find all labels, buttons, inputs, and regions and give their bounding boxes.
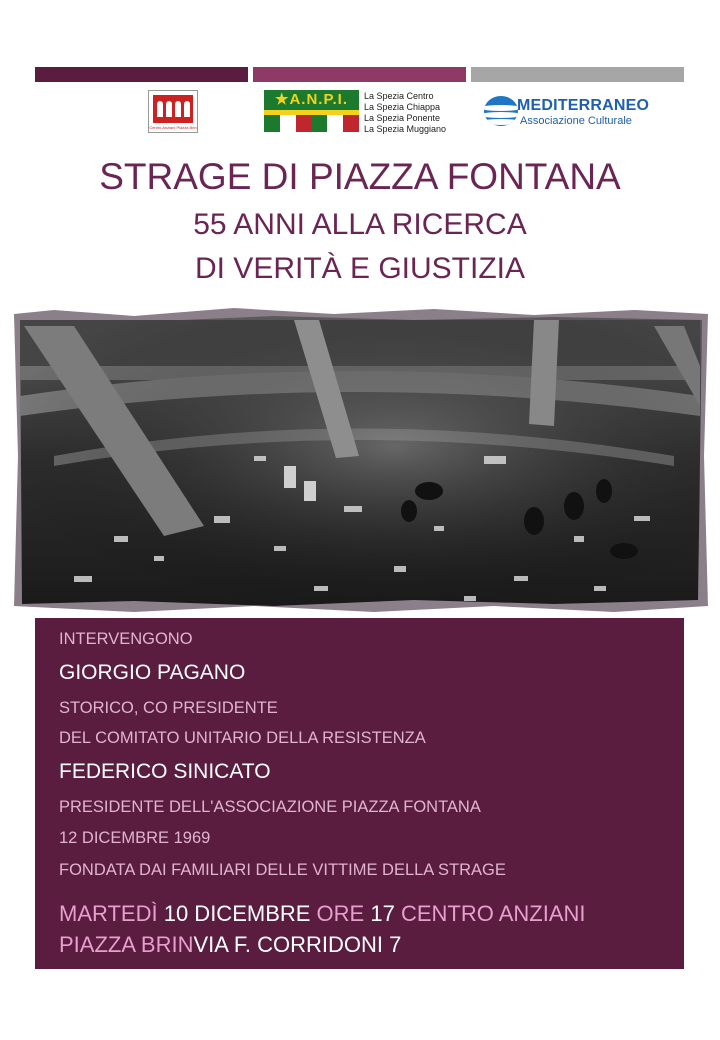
event-place: PIAZZA BRIN <box>59 932 194 957</box>
historical-photo <box>14 306 708 614</box>
header-bar-dark <box>35 67 248 82</box>
anpi-label: A.N.P.I. <box>289 91 349 108</box>
centro-logo-caption: Centro Anziani Piazza Brin <box>149 125 197 130</box>
event-address: VIA F. CORRIDONI 7 <box>193 932 402 957</box>
event-venue: CENTRO ANZIANI <box>394 901 586 926</box>
speaker2-name: FEDERICO SINICATO <box>59 760 271 783</box>
speaker1-role-line2: DEL COMITATO UNITARIO DELLA RESISTENZA <box>59 729 426 747</box>
mediterraneo-name: MEDITERRANEO <box>517 97 650 114</box>
star-icon: ★ <box>274 91 290 108</box>
header-bar-mid <box>253 67 466 82</box>
anpi-section: La Spezia Centro <box>364 91 434 101</box>
event-address-line <box>59 932 401 958</box>
event-date: 10 DICEMBRE <box>163 901 311 926</box>
event-day: MARTEDÌ <box>59 901 164 926</box>
speakers-intro: INTERVENGONO <box>59 630 193 648</box>
event-time-label: ORE <box>310 901 371 926</box>
subtitle-line-2: DI VERITÀ E GIUSTIZIA <box>194 252 526 285</box>
anpi-section: La Spezia Chiappa <box>364 102 441 112</box>
anpi-sections <box>364 91 446 135</box>
event-time: 17 <box>370 901 395 926</box>
speaker2-role-line3: FONDATA DAI FAMILIARI DELLE VITTIME DELLA STRAGE <box>59 861 506 879</box>
anpi-logo <box>264 90 359 132</box>
speaker1-role-line1: STORICO, CO PRESIDENTE <box>59 699 278 717</box>
subtitle-line-1: 55 ANNI ALLA RICERCA <box>193 208 527 241</box>
event-date-line <box>59 901 586 927</box>
speaker2-role-line1: PRESIDENTE DELL'ASSOCIAZIONE PIAZZA FONTANA <box>59 798 481 816</box>
event-panel <box>35 618 684 969</box>
page-title: STRAGE DI PIAZZA FONTANA <box>99 156 621 197</box>
speaker1-name: GIORGIO PAGANO <box>59 661 246 684</box>
anpi-section: La Spezia Muggiano <box>364 124 447 134</box>
anpi-section: La Spezia Ponente <box>364 113 441 123</box>
mediterraneo-subtitle: Associazione Culturale <box>520 115 632 127</box>
header-bar-grey <box>471 67 684 82</box>
centro-anziani-logo <box>148 90 198 133</box>
speaker2-role-line2: 12 DICEMBRE 1969 <box>59 829 211 847</box>
waves-icon <box>484 96 518 126</box>
